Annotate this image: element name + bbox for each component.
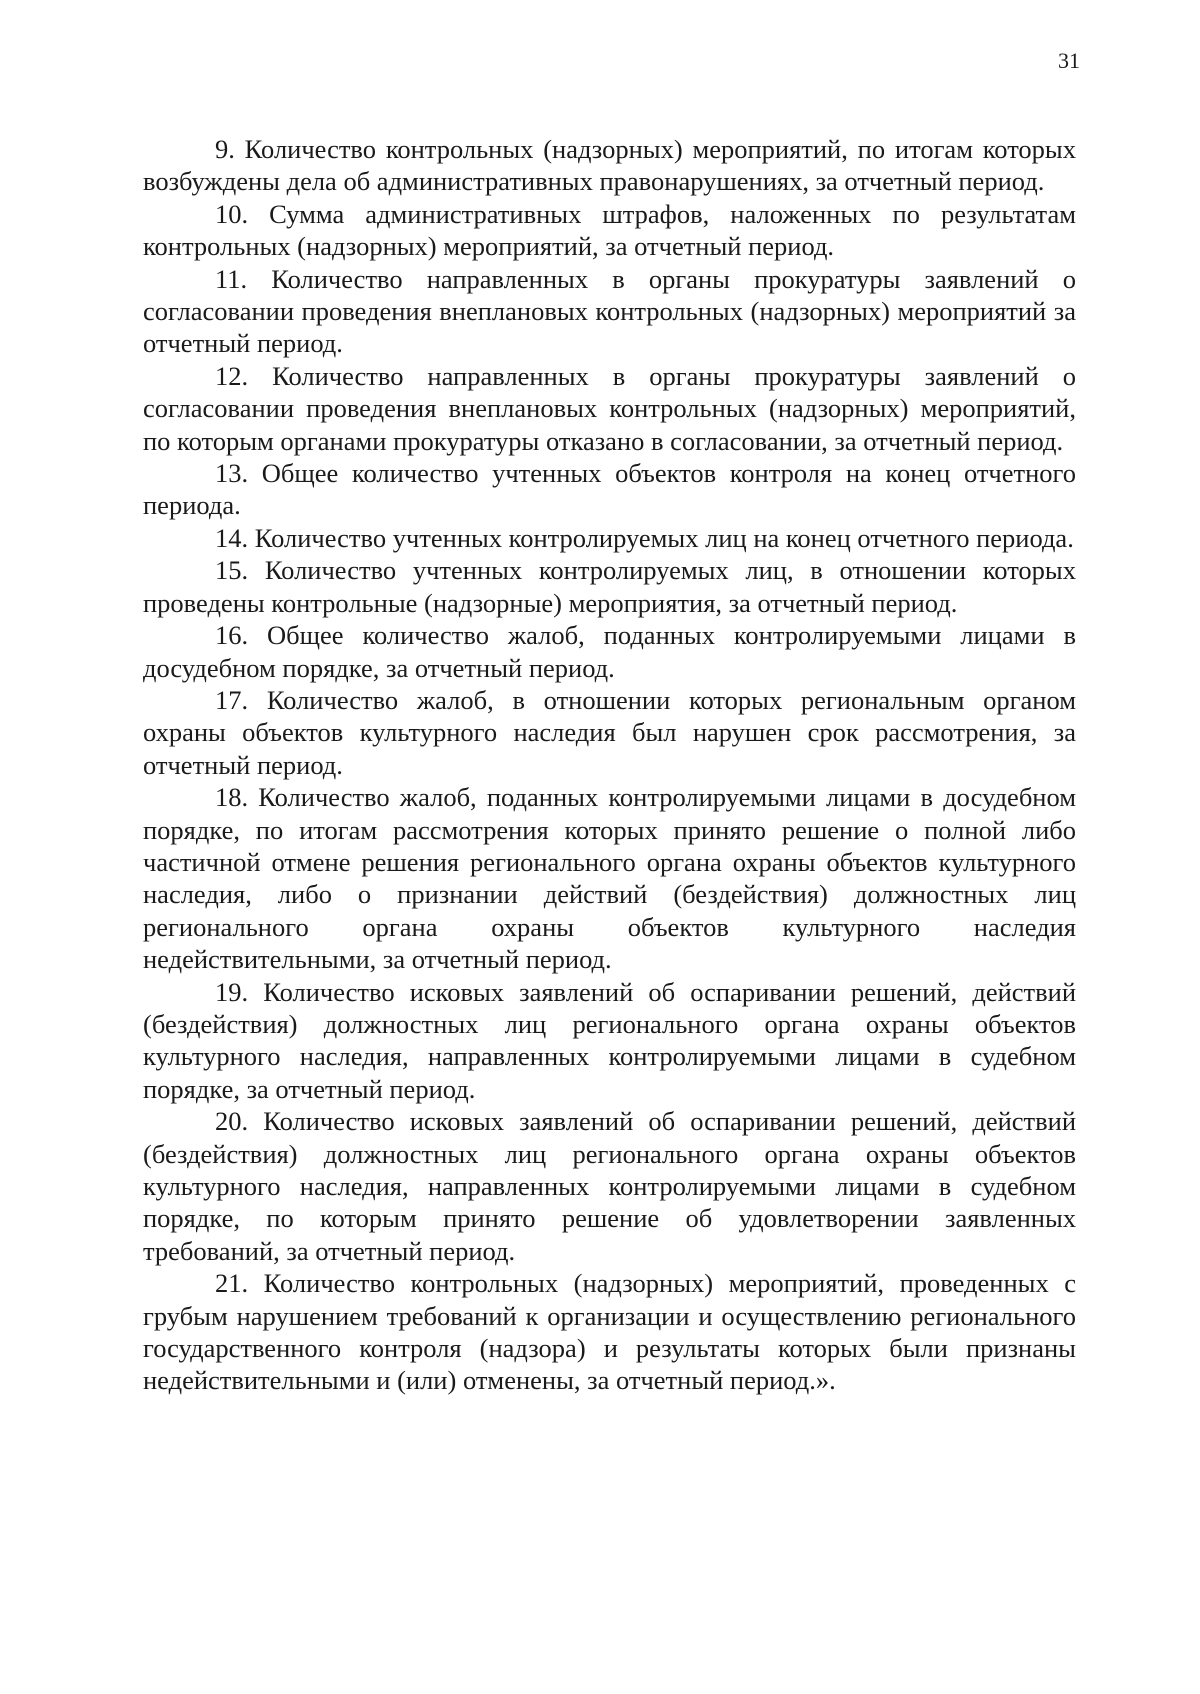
- list-item: 17. Количество жалоб, в отношении которых региональным органом охраны объектов культурного наследия был нарушен срок рассмотрения, за отчетный период.: [143, 684, 1076, 780]
- list-item: 16. Общее количество жалоб, поданных контролируемыми лицами в досудебном порядке, за отчетный период.: [143, 620, 1076, 683]
- list-item: 12. Количество направленных в органы прокуратуры заявлений о согласовании проведения внеплановых контрольных (надзорных) мероприятий, по которым органами прокуратуры отказано в согласовании, за отчетный период.: [143, 360, 1076, 456]
- list-item: 14. Количество учтенных контролируемых лиц на конец отчетного периода.: [215, 522, 1074, 553]
- list-item: 21. Количество контрольных (надзорных) мероприятий, проведенных с грубым нарушением требований к организации и осуществлению регионального государственного контроля (надзора) и результаты которых были признаны недействительными и (или) отменены, за отчетный период.».: [143, 1268, 1076, 1396]
- list-item: 18. Количество жалоб, поданных контролируемыми лицами в досудебном порядке, по итогам рассмотрения которых принято решение о полной либо частичной отмене решения регионального органа охраны объектов культурного наследия, либо о признании действий (бездействия) должностных лиц регионального органа охраны объектов культурного наследия недействительными, за отчетный период.: [143, 782, 1076, 975]
- list-item: 10. Сумма административных штрафов, наложенных по результатам контрольных (надзорных) мероприятий, за отчетный период.: [143, 198, 1076, 262]
- page-number: 31: [1058, 48, 1080, 73]
- list-item: 20. Количество исковых заявлений об оспаривании решений, действий (бездействия) должностных лиц регионального органа охраны объектов культурного наследия, направленных контролируемыми лицами в судебном порядке, по которым принято решение об удовлетворении заявленных требований, за отчетный период.: [143, 1106, 1076, 1266]
- list-item: 15. Количество учтенных контролируемых лиц, в отношении которых проведены контрольные (надзорные) мероприятия, за отчетный период.: [143, 555, 1076, 618]
- list-item: 11. Количество направленных в органы прокуратуры заявлений о согласовании проведения внеплановых контрольных (надзорных) мероприятий за отчетный период.: [143, 263, 1076, 359]
- list-item: 13. Общее количество учтенных объектов контроля на конец отчетного периода.: [143, 458, 1076, 521]
- list-item: 9. Количество контрольных (надзорных) мероприятий, по итогам которых возбуждены дела об административных правонарушениях, за отчетный период.: [143, 134, 1076, 197]
- list-item: 19. Количество исковых заявлений об оспаривании решений, действий (бездействия) должностных лиц регионального органа охраны объектов культурного наследия, направленных контролируемыми лицами в судебном порядке, за отчетный период.: [143, 976, 1076, 1104]
- document-body: [143, 133, 1076, 1397]
